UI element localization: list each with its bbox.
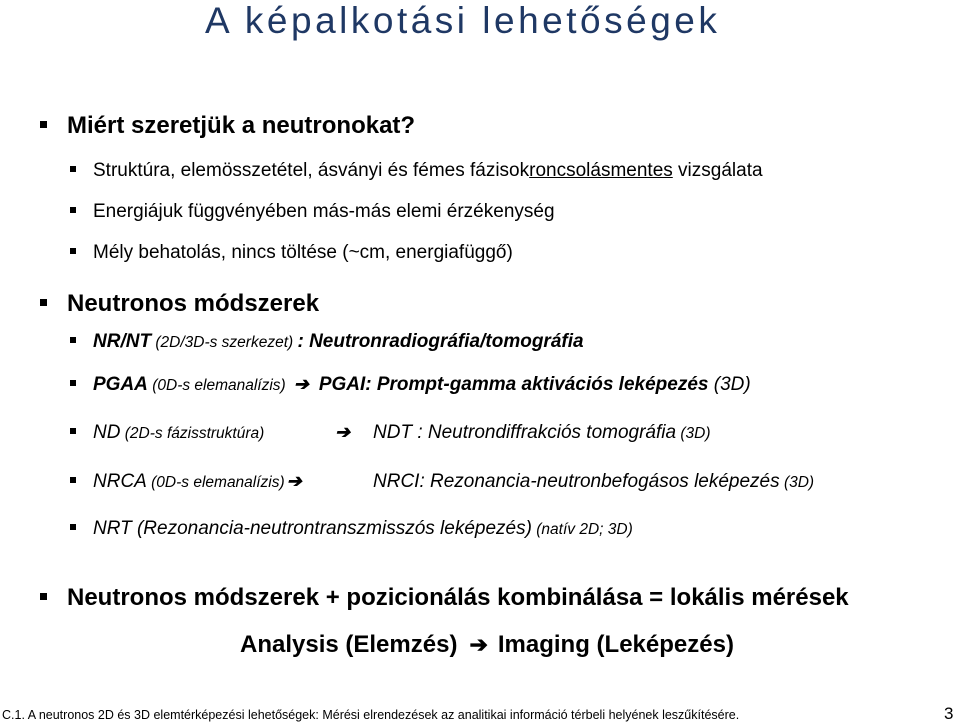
page-title: A képalkotási lehetőségek (205, 0, 721, 41)
method-nr-abbr: NR/NT (93, 331, 152, 352)
why-item-2 (70, 201, 555, 223)
right-arrow-icon: ➔ (293, 374, 309, 394)
method-nd-dim: (3D) (676, 425, 711, 442)
bullet-why (40, 112, 415, 140)
imaging-label: Imaging (Leképezés) (497, 631, 734, 658)
method-nd-note: (2D-s fázisstruktúra) (120, 425, 265, 442)
right-arrow-icon: ➔ (469, 632, 488, 657)
method-pgaa-abbr: PGAA (93, 374, 148, 395)
method-nr-note: (2D/3D-s szerkezet) (151, 334, 298, 351)
method-nrt-note: (natív 2D; 3D) (531, 521, 633, 538)
why-item-3 (70, 242, 513, 264)
method-nd-abbr: ND (93, 422, 121, 443)
method-pgaa-dim: (3D) (708, 374, 751, 395)
combo-subline (240, 631, 734, 659)
footer-caption: C.1. A neutronos 2D és 3D elemtérképezési lehetőségek: Mérési elrendezések az analitikai információ térbeli helyének leszűkítésére. (2, 708, 740, 722)
page-number: 3 (944, 704, 954, 723)
why-item-3-text: Mély behatolás, nincs töltése (~cm, energiafüggő) (93, 242, 513, 263)
method-nrca (70, 471, 950, 493)
method-nr-desc: : Neutronradiográfia/tomográfia (297, 331, 584, 352)
why-item-2-text: Energiájuk függvényében más-más elemi érzékenység (93, 201, 555, 222)
method-pgaa (70, 374, 751, 396)
bullet-square-icon (70, 380, 76, 386)
why-item-1-underlined: roncsolásmentes (529, 160, 673, 181)
method-nrt (70, 518, 633, 540)
method-nd (70, 422, 950, 444)
why-item-1-post: vizsgálata (672, 160, 763, 181)
method-nrt-main: NRT (Rezonancia-neutrontranszmisszós leképezés) (93, 518, 532, 539)
method-nr (70, 331, 584, 353)
methods-heading: Neutronos módszerek (67, 290, 320, 317)
bullet-methods (40, 290, 319, 318)
analysis-label: Analysis (Elemzés) (240, 631, 458, 658)
bullet-square-icon (70, 428, 76, 434)
bullet-square-icon (40, 593, 47, 600)
bullet-square-icon (70, 337, 76, 343)
combo-heading: Neutronos módszerek + pozicionálás kombinálása = lokális mérések (67, 584, 849, 611)
bullet-square-icon (70, 524, 76, 530)
method-pgaa-note: (0D-s elemanalízis) (147, 377, 286, 394)
method-nrca-desc: NRCI: Rezonancia-neutronbefogásos leképezés (373, 471, 780, 492)
why-heading: Miért szeretjük a neutronokat? (67, 112, 416, 139)
bullet-combo (40, 584, 849, 612)
bullet-square-icon (40, 299, 47, 306)
method-pgaa-desc: PGAI: Prompt-gamma aktivációs leképezés (318, 374, 709, 395)
why-item-1-pre: Struktúra, elemösszetétel, ásványi és fémes fázisok (93, 160, 530, 181)
right-arrow-icon: ➔ (286, 471, 302, 491)
bullet-square-icon (70, 166, 76, 172)
bullet-square-icon (70, 207, 76, 213)
bullet-square-icon (70, 477, 76, 483)
right-arrow-icon: ➔ (335, 422, 351, 442)
method-nd-desc: NDT : Neutrondiffrakciós tomográfia (373, 422, 677, 443)
bullet-square-icon (40, 121, 47, 128)
method-nrca-dim: (3D) (779, 474, 815, 491)
method-nrca-abbr: NRCA (93, 471, 147, 492)
method-nrca-note: (0D-s elemanalízis) (146, 474, 285, 491)
bullet-square-icon (70, 248, 76, 254)
why-item-1 (70, 160, 763, 182)
